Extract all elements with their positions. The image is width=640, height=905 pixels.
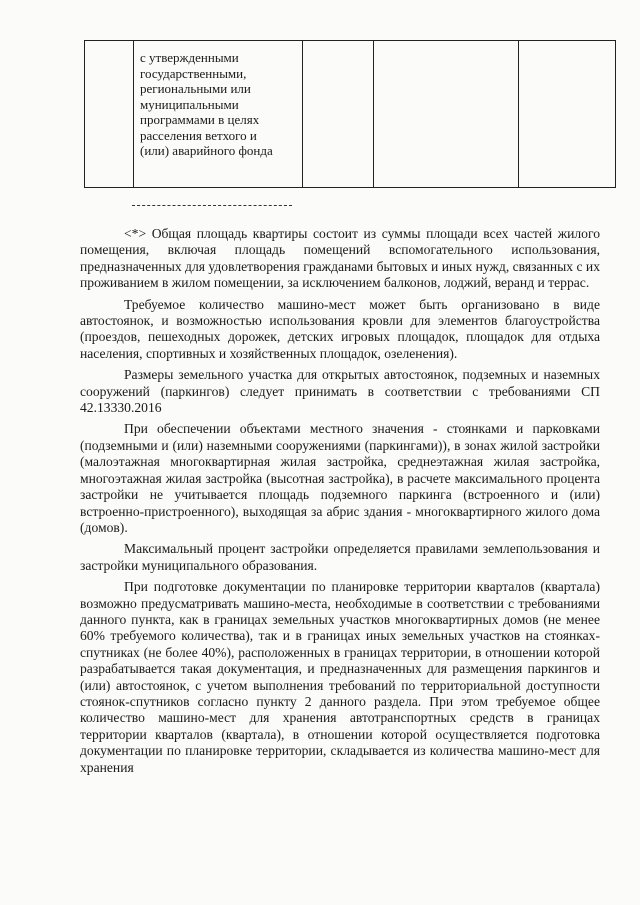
footnote-separator <box>132 205 292 206</box>
cell-text-line: государственными, <box>140 65 247 81</box>
table-fragment <box>84 40 616 188</box>
paragraph: Размеры земельного участка для открытых автостоянок, подземных и наземных сооружений (паркингов) следует принимать в соответствии с требованиями СП 42.13330.2016 <box>80 367 600 416</box>
table-cell <box>374 41 519 188</box>
table-cell <box>85 41 134 188</box>
cell-text-line: программами в целях <box>140 112 260 127</box>
table-cell <box>303 41 374 188</box>
cell-text-line: с утвержденными <box>140 50 239 65</box>
body-text <box>80 226 600 779</box>
table-cell-description <box>134 41 303 188</box>
cell-text-line: муниципальными <box>140 96 239 112</box>
paragraph: Максимальный процент застройки определяется правилами землепользования и застройки муниципального образования. <box>80 541 600 573</box>
footnote-paragraph: <*> Общая площадь квартиры состоит из суммы площади всех частей жилого помещения, включая площадь помещений вспомогательного использования, предназначенных для удовлетворения гражданами бытовых и иных нужд, связанных с их проживанием в жилом помещении, за исключением балконов, лоджий, веранд и террас. <box>80 226 600 291</box>
paragraph: При подготовке документации по планировке территории кварталов (квартала) возможно предусматривать машино-места, необходимые в соответствии с требованиями данного пункта, как в границах земельных участков многоквартирных домов (не менее 60% требуемого количества), так и в границах иных земельных участков на стоянках-спутниках (не более 40%), расположенных в границах территории, в отношении которой разрабатывается такая документация, и предназначенных для размещения паркингов и (или) автостоянок, с учетом выполнения требований по территориальной доступности стоянок-спутников согласно пункту 2 данного раздела. При этом требуемое общее количество машино-мест для хранения автотранспортных средств в границах территории кварталов (квартала), в отношении которой осуществляется подготовка документации по планировке территории, складывается из количества машино-мест для хранения <box>80 579 600 775</box>
paragraph: При обеспечении объектами местного значения - стоянками и парковками (подземными и (или) наземными сооружениями (паркингами)), в зонах жилой застройки (малоэтажная многоквартирная жилая застройка, среднеэтажная жилая застройка, многоэтажная жилая застройка (высотная застройка), в расчете максимального процента застройки не учитывается площадь подземного паркинга (встроенного и (или) встроенно-пристроенного), выходящая за абрис здания - многоквартирного жилого дома (домов). <box>80 421 600 535</box>
table-row <box>85 41 616 188</box>
paragraph: Требуемое количество машино-мест может быть организовано в виде автостоянок, и возможностью использования кровли для элементов благоустройства (проездов, пешеходных дорожек, детских игровых площадок, площадок для отдыха населения, спортивных и хозяйственных площадок, озеленения). <box>80 296 600 361</box>
cell-text-line: (или) аварийного фонда <box>140 143 273 158</box>
cell-text-line: региональными или <box>140 81 251 96</box>
table-cell <box>519 41 616 188</box>
cell-text-line: расселения ветхого и <box>140 127 257 143</box>
